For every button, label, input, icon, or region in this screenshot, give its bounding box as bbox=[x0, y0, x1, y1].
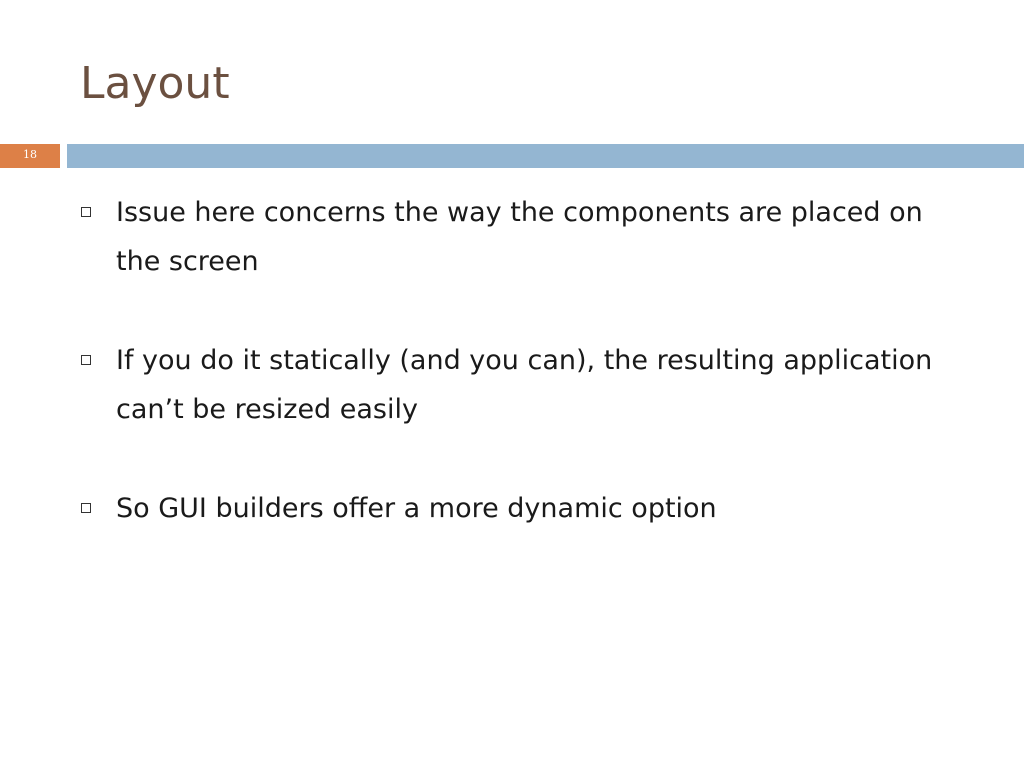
bullet-item bbox=[80, 336, 960, 434]
slide-title: Layout bbox=[80, 58, 230, 109]
bullet-text: So GUI builders offer a more dynamic option bbox=[116, 493, 717, 524]
bullet-list bbox=[80, 188, 960, 583]
bullet-item bbox=[80, 484, 960, 533]
bullet-text: Issue here concerns the way the components are placed on the screen bbox=[116, 197, 923, 277]
bullet-text: If you do it statically (and you can), the resulting application can’t be resized easily bbox=[116, 345, 933, 425]
hollow-square-icon bbox=[81, 207, 91, 217]
hollow-square-icon bbox=[81, 355, 91, 365]
slide-number: 18 bbox=[23, 148, 37, 161]
title-divider-bar bbox=[67, 144, 1024, 168]
slide-number-badge bbox=[0, 144, 60, 168]
bullet-item bbox=[80, 188, 960, 286]
hollow-square-icon bbox=[81, 503, 91, 513]
